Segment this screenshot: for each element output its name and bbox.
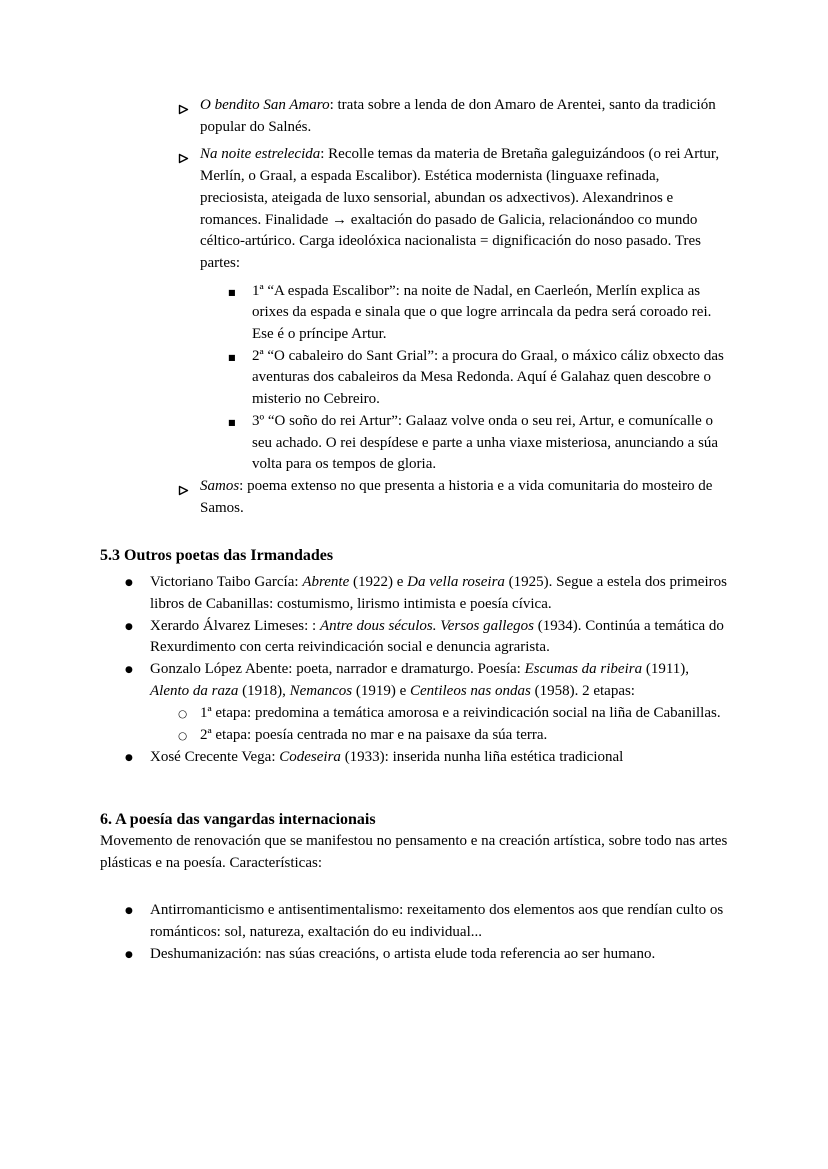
text-run: (1919) e bbox=[352, 682, 410, 699]
disc-bullet-icon: ● bbox=[125, 949, 133, 960]
text-run: : poema extenso no que presenta a historia e a vida comunitaria do mosteiro de Samos. bbox=[200, 477, 717, 516]
list-item-text bbox=[150, 944, 730, 966]
disc-bullet-icon: ● bbox=[125, 665, 133, 676]
list-item-text bbox=[252, 411, 730, 476]
work-title: Nemancos bbox=[289, 682, 353, 699]
text-run: : Recolle temas da materia de Bretaña galeguizándoos (o rei Artur, Merlín, o Graal, a espada Escalibor). Estética modernista (linguaxe refinada, preciosista, ateigada de luxo sensorial, abundan os adxectivos). Alexandrinos e romances. Finalidade → exaltación do pasado de Galicia, relacionándoo co mundo céltico-artúrico. Carga ideolóxica nacionalista = dignificación do noso pasado. Tres partes: bbox=[200, 146, 723, 271]
text-run: (1911), bbox=[642, 661, 697, 678]
text-run: (1925). Segue a estela dos primeiros libros de Cabanillas: costumismo, lirismo intimista e poesía cívica. bbox=[150, 574, 731, 613]
list-item-abente bbox=[100, 659, 730, 702]
disc-bullet-icon: ● bbox=[125, 752, 133, 763]
vangardas-list bbox=[100, 900, 730, 966]
text-run: Victoriano Taibo García: bbox=[150, 574, 303, 591]
work-title: Samos bbox=[200, 477, 240, 494]
work-title: Codeseira bbox=[279, 748, 341, 765]
disc-bullet-icon: ● bbox=[125, 578, 133, 589]
list-item-part-3 bbox=[100, 411, 730, 476]
list-item-crecente bbox=[100, 747, 730, 770]
list-item-part-1 bbox=[100, 281, 730, 346]
work-title: Centileos nas ondas bbox=[410, 682, 531, 699]
text-run: (1918), bbox=[238, 682, 290, 699]
text-run: : trata sobre a lenda de don Amaro de Arentei, santo da tradición popular do Salnés. bbox=[200, 97, 720, 135]
list-item-na-noite bbox=[100, 144, 730, 274]
list-item-etapa-1 bbox=[100, 703, 730, 725]
square-bullet-icon: ■ bbox=[228, 352, 236, 362]
arrowhead-bullet-icon bbox=[178, 476, 200, 503]
circle-bullet-icon: ○ bbox=[178, 729, 188, 742]
text-run: (1934). Continúa a temática do Rexurdimento con certa reivindicación social e denuncia agrarista. bbox=[150, 617, 728, 656]
text-run: 1ª etapa: predomina a temática amorosa e a reivindicación social na liña de Cabanillas. bbox=[200, 704, 721, 721]
arrowhead-bullet-icon bbox=[178, 95, 200, 122]
list-item-text bbox=[150, 659, 730, 702]
section-heading-5-3: 5.3 Outros poetas das Irmandades bbox=[100, 547, 334, 565]
text-run: 2ª etapa: poesía centrada no mar e na paisaxe da súa terra. bbox=[200, 726, 548, 743]
square-bullet-icon: ■ bbox=[228, 417, 236, 427]
text-run: Gonzalo López Abente: poeta, narrador e dramaturgo. Poesía: bbox=[150, 661, 525, 678]
disc-bullet-icon: ● bbox=[125, 621, 133, 632]
work-title: Abrente bbox=[302, 574, 350, 591]
text-run: Xosé Crecente Vega: bbox=[150, 748, 280, 765]
work-title: O bendito San Amaro bbox=[200, 97, 330, 113]
text-run: (1922) e bbox=[349, 574, 408, 591]
list-item-san-amaro bbox=[100, 95, 730, 138]
list-item-text bbox=[200, 725, 730, 747]
list-item-taibo bbox=[100, 572, 730, 615]
list-item-antirromanticismo bbox=[100, 900, 730, 943]
text-run: Xerardo Álvarez Limeses: : bbox=[150, 617, 320, 634]
text-run: Deshumanización: nas súas creacións, o artista elude toda referencia ao ser humano. bbox=[150, 945, 656, 962]
list-item-text bbox=[150, 747, 730, 769]
work-title: Antre dous séculos. Versos gallegos bbox=[319, 617, 534, 634]
text-run: 2ª “O cabaleiro do Sant Grial”: a procura do Graal, o máxico cáliz obxecto das aventuras dos cabaleiros da Mesa Redonda. Aquí é Galahaz quen descobre o misterio no Cebreiro. bbox=[252, 347, 728, 408]
work-title: Da vella roseira bbox=[407, 574, 505, 591]
list-item-text bbox=[200, 703, 730, 725]
list-item-samos bbox=[100, 476, 730, 519]
list-item-text bbox=[150, 572, 730, 615]
poets-list bbox=[100, 572, 730, 769]
list-item-text bbox=[200, 95, 730, 138]
works-list bbox=[100, 95, 730, 519]
circle-bullet-icon: ○ bbox=[178, 707, 188, 720]
list-item-text bbox=[200, 476, 730, 519]
work-title: Na noite estrelecida bbox=[200, 146, 321, 163]
text-run: 1ª “A espada Escalibor”: na noite de Nadal, en Caerleón, Merlín explica as orixes da espada e sinala que o que logre arrincala da pedra será coroado rei. Ese é o príncipe Artur. bbox=[252, 282, 716, 343]
list-item-limeses bbox=[100, 616, 730, 659]
text-run: (1933): inserida nunha liña estética tradicional bbox=[340, 748, 624, 765]
list-item-etapa-2 bbox=[100, 725, 730, 747]
text-run: Antirromanticismo e antisentimentalismo: rexeitamento dos elementos aos que rendían culto os románticos: sol, natureza, exaltación do eu individual... bbox=[150, 902, 727, 941]
list-item-text bbox=[252, 346, 730, 411]
square-bullet-icon: ■ bbox=[228, 287, 236, 297]
disc-bullet-icon: ● bbox=[125, 906, 133, 917]
list-item-part-2 bbox=[100, 346, 730, 411]
work-title: Escumas da ribeira bbox=[524, 661, 643, 678]
list-item-text bbox=[150, 616, 730, 659]
list-item-text bbox=[150, 900, 730, 943]
text-run: (1958). 2 etapas: bbox=[530, 682, 635, 699]
list-item-text bbox=[252, 281, 730, 346]
work-title: Alento da raza bbox=[150, 682, 239, 699]
vangardas-intro-paragraph: Movemento de renovación que se manifestou no pensamento e na creación artística, sobre todo nas artes plásticas e na poesía. Características: bbox=[100, 833, 732, 871]
list-item-deshumanizacion bbox=[100, 944, 730, 967]
text-run: 3º “O soño do rei Artur”: Galaaz volve onda o seu rei, Artur, e comunícalle o seu achado. O rei despídese e parte a unha viaxe misteriosa, anunciando a súa volta para os tempos de gloria. bbox=[252, 412, 722, 473]
list-item-text bbox=[200, 144, 730, 274]
section-heading-6: 6. A poesía das vangardas internacionais bbox=[100, 811, 376, 829]
arrowhead-bullet-icon bbox=[178, 144, 200, 171]
